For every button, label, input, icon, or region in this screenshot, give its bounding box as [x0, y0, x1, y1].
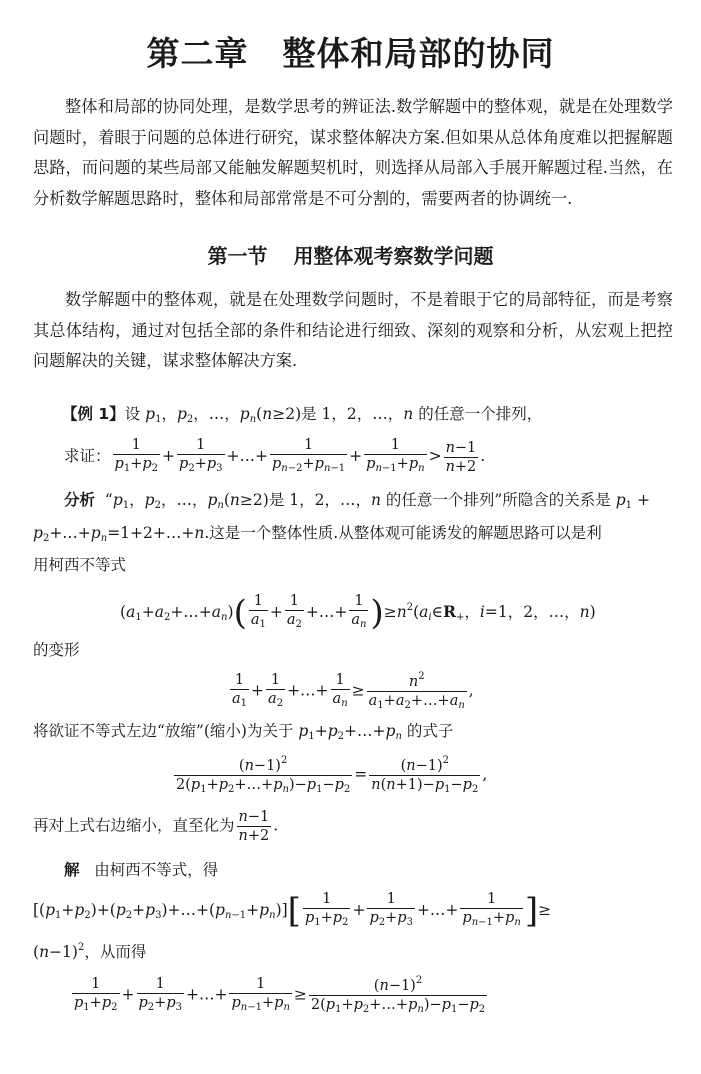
solution-line: [64, 858, 218, 880]
analysis-text-a: “: [104, 491, 113, 509]
solution-label: 解: [64, 861, 80, 879]
analysis-text-c: 的任意一个排列”所隐含的关系是: [380, 491, 616, 509]
section-title: [0, 240, 701, 269]
toward-text-2: 的式子: [406, 722, 454, 740]
toward-line: 将欲证不等式左边“放缩”(缩小)为关于 $p_1+p_2+\dots+p_n$ 的式子: [33, 722, 454, 742]
example-claim: 求证： $\frac{1}{p_1+p_2}$ + $\frac{1}{p_2+p_3}$ +…+ $\frac{1}{p_{n-2}+p_{n-1}}$ + $\frac{1}{p_{n-1}+p_n}$ > $\frac{n-1}{n+2}$ .: [64, 436, 485, 478]
example-statement: 【例 1】设 $p_1$，$p_2$，…，$p_n(n\ge 2)$是 1，2，…，n 的任意一个排列，: [62, 405, 543, 425]
analysis-line-2: $p_2+\dots+p_n=1+2+\dots+n$.这是一个整体性质.从整体观可能诱发的解题思路可以是利: [33, 524, 602, 544]
solution-cont: $(n-1)^2$，从而得: [33, 942, 147, 961]
analysis-text-b: 是 1，2，…，: [268, 491, 371, 509]
example-text-2: 是 1，2，…，: [301, 405, 404, 423]
intro-paragraph: 整体和局部的协同处理，是数学思考的辨证法.数学解题中的整体观，就是在处理数学问题时，着眼于问题的总体进行研究，谋求整体解决方案.但如果从总体角度难以把握解题思路，而问题的某些局部又能触发解题契机时，则选择从局部入手展开解题过程.当然，在分析数学解题思路时，整体和局部常常是不可分割的，需要两者的协调统一.: [33, 97, 673, 208]
analysis-line-1: 分析 “$p_1$，$p_2$，…，$p_n(n\ge 2)$是 1，2，…，n 的任意一个排列”所隐含的关系是 $p_1$ +: [64, 491, 650, 511]
chapter-number: 第二章: [146, 34, 249, 73]
cauchy-variant: $\frac{1}{a_1}$ + $\frac{1}{a_2}$ +…+ $\frac{1}{a_n}$ ≥ $\frac{n^2}{a_1+a_2+\dots+a_n}$ ,: [228, 668, 474, 715]
section-number: 第一节: [207, 244, 268, 268]
solution-text: 由柯西不等式，得: [94, 861, 219, 879]
again-line: 再对上式右边缩小，直至化为 $\frac{n-1}{n+2}$ .: [33, 809, 279, 844]
section-intro-paragraph: 数学解题中的整体观，就是在处理数学问题时，不是着眼于它的局部特征，而是考察其总体结构，通过对包括全部的条件和结论进行细致、深刻的观察和分析，从宏观上把控问题解决的关键，谋求整体解决方案.: [33, 290, 673, 370]
solution-inequality: $[(p_1+p_2)+(p_2+p_3)+\dots+(p_{n-1}+p_n)]$[ $\frac{1}{p_1+p_2}$ + $\frac{1}{p_2+p_3}$ +…+ $\frac{1}{p_{n-1}+p_n}$ ]≥: [33, 891, 552, 931]
cauchy-inequality: $(a_1+a_2+\dots+a_n)$( $\frac{1}{a_1}$ + $\frac{1}{a_2}$ +…+ $\frac{1}{a_n}$ )$\ge n^2(a_i\in R_+$，i=1，2，…，n): [120, 593, 596, 633]
chapter-title: [0, 28, 701, 75]
bound-expression: $\frac{(n-1)^2}{2(p_1+p_2+\dots+p_n)-p_1-p_2}$ = $\frac{(n-1)^2}{n(n+1)-p_1-p_2}$ ,: [172, 752, 487, 799]
example-text-3: 的任意一个排列，: [413, 405, 543, 423]
example-label: 【例 1】: [62, 405, 125, 423]
chapter-name: 整体和局部的协同: [282, 34, 555, 73]
again-text: 再对上式右边缩小，直至化为: [33, 816, 235, 835]
toward-text: 将欲证不等式左边“放缩”(缩小)为关于: [33, 722, 294, 740]
section-name: 用整体观考察数学问题: [293, 244, 494, 268]
example-text: 设: [124, 405, 146, 423]
analysis-line-3: 用柯西不等式: [33, 556, 127, 574]
analysis-text-d: .这是一个整体性质.从整体观可能诱发的解题思路可以是利: [204, 524, 602, 542]
deform-text: 的变形: [33, 641, 80, 659]
solution-cont-text: ，从而得: [84, 943, 147, 961]
solution-result: $\frac{1}{p_1+p_2}$ + $\frac{1}{p_2+p_3}$ +…+ $\frac{1}{p_{n-1}+p_n}$ ≥ $\frac{(n-1)^2}{2(p_1+p_2+\dots+p_n)-p_1-p_2}$: [70, 972, 489, 1019]
prove-label: 求证：: [64, 447, 111, 465]
analysis-label: 分析: [64, 491, 96, 509]
